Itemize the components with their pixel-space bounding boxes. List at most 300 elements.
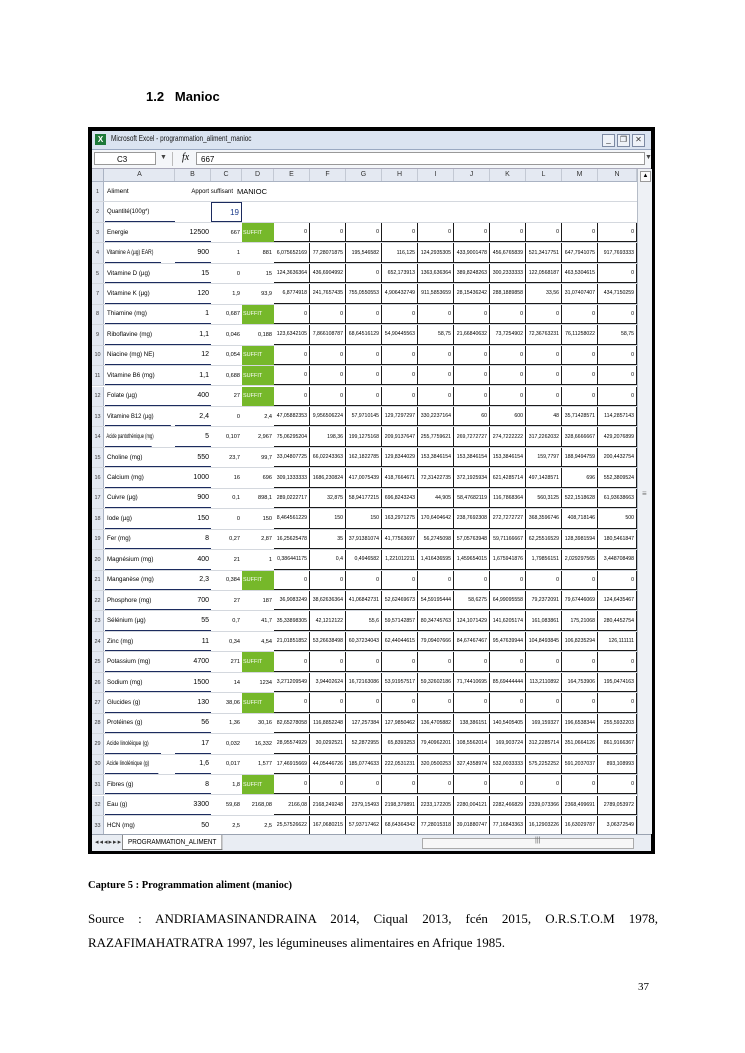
cell-value[interactable]: 138,386151 (454, 714, 490, 733)
row-number[interactable]: 7 (92, 284, 104, 303)
cell-food-amount[interactable]: 2,5 (232, 822, 240, 829)
cell-aliment-header[interactable]: Aliment (107, 188, 129, 196)
cell-value[interactable]: 0 (418, 346, 454, 365)
cell-value[interactable]: 44,05446726 (310, 755, 346, 774)
cell-value[interactable]: 37,91381074 (346, 530, 382, 549)
cell-value[interactable]: 0 (346, 223, 382, 242)
cell-value[interactable]: 0 (274, 571, 310, 590)
cell-value[interactable]: 0 (346, 346, 382, 365)
cell-value[interactable]: 41,77563697 (382, 530, 418, 549)
cell-apport-suffisant[interactable]: 8 (175, 775, 211, 794)
cell-value[interactable]: 0 (382, 366, 418, 385)
cell-nutrient-name[interactable]: Choline (mg) (105, 448, 175, 467)
cell-value[interactable]: 0 (310, 652, 346, 671)
cell-value[interactable]: 122,0568187 (526, 264, 562, 283)
formula-expand-icon[interactable]: ▼ (645, 154, 652, 161)
status-badge-suffit[interactable]: SUFFIT (242, 223, 274, 242)
status-badge-suffit[interactable]: SUFFIT (242, 305, 274, 324)
cell-apport-suffisant[interactable]: 1,1 (175, 366, 211, 385)
cell-value[interactable]: 73,7254902 (490, 325, 526, 344)
cell-value[interactable]: 272,7272727 (490, 509, 526, 528)
cell-value[interactable]: 57,9710145 (346, 407, 382, 426)
cell-value[interactable]: 552,3809524 (598, 468, 637, 487)
name-box[interactable]: C3 (94, 152, 156, 165)
cell-value[interactable]: 2368,499691 (562, 796, 598, 815)
cell-value[interactable]: 4,906432749 (382, 284, 418, 303)
cell-food-amount[interactable]: 1,9 (232, 290, 240, 297)
cell-value[interactable]: 0 (382, 775, 418, 794)
column-header[interactable]: E (274, 169, 310, 181)
cell-value[interactable]: 418,7664671 (382, 468, 418, 487)
cell-value[interactable]: 31,07407407 (562, 284, 598, 303)
cell-value[interactable]: 0 (598, 693, 637, 712)
cell-value[interactable]: 0 (454, 652, 490, 671)
cell-value[interactable]: 2280,004121 (454, 796, 490, 815)
cell-apport-suffisant[interactable]: 2,3 (175, 571, 211, 590)
cell-value[interactable]: 75,06295204 (274, 427, 310, 446)
cell-value[interactable]: 55,6 (346, 611, 382, 630)
cell-apport-suffisant[interactable]: 17 (175, 734, 211, 753)
cell-nutrient-name[interactable]: Sodium (mg) (105, 673, 175, 692)
cell-value[interactable]: 79,67446069 (562, 591, 598, 610)
cell-value[interactable]: 48 (526, 407, 562, 426)
cell-value[interactable]: 0 (382, 346, 418, 365)
cell-apport-suffisant[interactable]: 1500 (175, 673, 211, 692)
cell-value[interactable]: 0 (490, 571, 526, 590)
cell-value[interactable]: 417,0075439 (346, 468, 382, 487)
cell-value[interactable]: 2166,08 (274, 796, 310, 815)
cell-food-amount[interactable]: 21 (233, 556, 240, 563)
cell-value[interactable]: 0 (562, 775, 598, 794)
cell-value[interactable]: 0 (526, 693, 562, 712)
cell-value[interactable]: 0 (274, 346, 310, 365)
cell-food-amount[interactable]: 0 (236, 515, 240, 522)
cell-value[interactable]: 288,1889858 (490, 284, 526, 303)
cell-value[interactable]: 25,57526622 (274, 816, 310, 835)
cell-apport-suffisant[interactable]: 50 (175, 816, 211, 835)
cell-value[interactable]: 7,866108787 (310, 325, 346, 344)
cell-value[interactable]: 17,46915669 (274, 755, 310, 774)
scroll-up-icon[interactable]: ▲ (640, 171, 651, 182)
cell-value[interactable]: 195,0474163 (598, 673, 637, 692)
cell-value[interactable]: 0 (382, 652, 418, 671)
cell-value[interactable]: 116,7868364 (490, 489, 526, 508)
column-header[interactable]: C (211, 169, 242, 181)
cell-deficit[interactable]: 1,577 (258, 761, 272, 768)
cell-value[interactable]: 59,32602186 (418, 673, 454, 692)
cell-value[interactable]: 200,4432754 (598, 448, 637, 467)
cell-apport-suffisant[interactable]: 400 (175, 387, 211, 406)
cell-value[interactable]: 0 (346, 366, 382, 385)
cell-value[interactable]: 52,62469673 (382, 591, 418, 610)
cell-value[interactable]: 42,1212122 (310, 611, 346, 630)
cell-nutrient-name[interactable]: Iode (µg) (105, 509, 175, 528)
cell-value[interactable]: 52,2872955 (346, 734, 382, 753)
cell-value[interactable]: 188,9494759 (562, 448, 598, 467)
cell-value[interactable]: 0 (346, 305, 382, 324)
cell-value[interactable]: 57,05763948 (454, 530, 490, 549)
cell-value[interactable]: 79,2372091 (526, 591, 562, 610)
cell-value[interactable]: 0 (526, 775, 562, 794)
cell-value[interactable]: 150 (346, 509, 382, 528)
cell-quantity-input[interactable]: 19 (211, 202, 242, 221)
cell-value[interactable]: 129,8344029 (382, 448, 418, 467)
select-all-corner[interactable] (92, 169, 104, 181)
cell-apport-suffisant[interactable]: 1 (175, 305, 211, 324)
cell-value[interactable]: 0 (490, 305, 526, 324)
row-number[interactable]: 20 (92, 550, 104, 569)
cell-value[interactable]: 0 (418, 693, 454, 712)
row-number[interactable]: 30 (92, 755, 104, 774)
cell-value[interactable]: 0 (454, 223, 490, 242)
cell-apport-suffisant[interactable]: 5 (175, 427, 211, 446)
cell-value[interactable]: 0 (346, 652, 382, 671)
status-badge-suffit[interactable]: SUFFIT (242, 366, 274, 385)
cell-value[interactable]: 175,21068 (562, 611, 598, 630)
cell-value[interactable]: 330,2237164 (418, 407, 454, 426)
cell-deficit[interactable]: 2,5 (264, 822, 272, 829)
cell-value[interactable]: 1686,230824 (310, 468, 346, 487)
cell-value[interactable]: 2233,172205 (418, 796, 454, 815)
cell-value[interactable]: 196,6538344 (562, 714, 598, 733)
cell-value[interactable]: 255,5932203 (598, 714, 637, 733)
cell-value[interactable]: 79,40962201 (418, 734, 454, 753)
cell-value[interactable]: 2789,053972 (598, 796, 637, 815)
cell-value[interactable]: 0 (490, 387, 526, 406)
cell-apport-suffisant[interactable]: 12 (175, 346, 211, 365)
cell-value[interactable]: 0 (598, 264, 637, 283)
cell-value[interactable]: 113,2110892 (526, 673, 562, 692)
cell-nutrient-name[interactable]: Manganèse (mg) (105, 571, 175, 590)
cell-apport-suffisant[interactable]: 1000 (175, 468, 211, 487)
cell-value[interactable]: 153,3846154 (490, 448, 526, 467)
cell-value[interactable]: 162,1822785 (346, 448, 382, 467)
cell-value[interactable]: 429,2076899 (598, 427, 637, 446)
cell-food-amount[interactable]: 0,384 (226, 577, 240, 584)
cell-value[interactable]: 0 (454, 366, 490, 385)
cell-value[interactable]: 58,75 (418, 325, 454, 344)
cell-value[interactable]: 167,0680215 (310, 816, 346, 835)
row-number[interactable]: 24 (92, 632, 104, 651)
cell-value[interactable]: 39,01880747 (454, 816, 490, 835)
cell-apport-suffisant[interactable]: 56 (175, 714, 211, 733)
cell-deficit[interactable]: 898,1 (258, 495, 272, 502)
cell-value[interactable]: 60,37234043 (346, 632, 382, 651)
cell-food-amount[interactable]: 1 (236, 250, 240, 257)
cell-value[interactable]: 408,718146 (562, 509, 598, 528)
cell-deficit[interactable]: 41,7 (261, 618, 272, 625)
cell-food-amount[interactable]: 0,7 (232, 618, 240, 625)
cell-value[interactable]: 129,7297297 (382, 407, 418, 426)
cell-food-amount[interactable]: 0,032 (226, 740, 240, 747)
cell-value[interactable]: 0 (598, 305, 637, 324)
column-header[interactable]: N (598, 169, 637, 181)
cell-value[interactable]: 124,2935305 (418, 243, 454, 262)
restore-button[interactable]: ❐ (617, 134, 630, 147)
cell-value[interactable]: 169,159327 (526, 714, 562, 733)
cell-nutrient-name[interactable]: Fibres (g) (105, 775, 175, 794)
cell-value[interactable]: 0 (418, 571, 454, 590)
cell-value[interactable]: 0 (274, 366, 310, 385)
cell-value[interactable]: 0 (274, 387, 310, 406)
cell-nutrient-name[interactable]: Vitamine D (µg) (105, 264, 175, 283)
column-header[interactable]: G (346, 169, 382, 181)
row-number[interactable]: 17 (92, 489, 104, 508)
cell-value[interactable]: 436,6904992 (310, 264, 346, 283)
cell-food-amount[interactable]: 23,7 (229, 454, 240, 461)
cell-value[interactable]: 0 (346, 264, 382, 283)
cell-value[interactable]: 0 (598, 387, 637, 406)
cell-value[interactable]: 0 (310, 346, 346, 365)
cell-value[interactable]: 170,6404642 (418, 509, 454, 528)
cell-value[interactable]: 140,5405405 (490, 714, 526, 733)
cell-deficit[interactable]: 187 (262, 597, 272, 604)
cell-value[interactable]: 3,06372549 (598, 816, 637, 835)
cell-value[interactable]: 0 (310, 366, 346, 385)
cell-value[interactable]: 21,01851852 (274, 632, 310, 651)
cell-value[interactable]: 861,9166367 (598, 734, 637, 753)
cell-value[interactable]: 59,71166667 (490, 530, 526, 549)
cell-value[interactable]: 77,28015318 (418, 816, 454, 835)
cell-food-amount[interactable]: 0,046 (226, 331, 240, 338)
cell-nutrient-name[interactable]: Potassium (mg) (105, 652, 175, 671)
cell-value[interactable]: 8,464561229 (274, 509, 310, 528)
cell-food-amount[interactable]: 0,054 (226, 352, 240, 359)
cell-value[interactable]: 41,06842731 (346, 591, 382, 610)
cell-apport-suffisant[interactable]: 900 (175, 243, 211, 262)
row-number[interactable]: 23 (92, 611, 104, 630)
cell-nutrient-name[interactable]: Riboflavine (mg) (105, 325, 175, 344)
cell-apport-suffisant[interactable]: 550 (175, 448, 211, 467)
cell-value[interactable]: 2168,249248 (310, 796, 346, 815)
cell-value[interactable]: 0 (598, 346, 637, 365)
cell-apport-suffisant[interactable]: 55 (175, 611, 211, 630)
cell-value[interactable]: 0 (454, 346, 490, 365)
cell-value[interactable]: 1,459654015 (454, 550, 490, 569)
cell-value[interactable]: 351,0664126 (562, 734, 598, 753)
cell-nutrient-name[interactable]: Glucides (g) (105, 693, 175, 712)
cell-nutrient-name[interactable]: Vitamine A (µg) EAR) (105, 243, 161, 262)
cell-value[interactable]: 0 (418, 305, 454, 324)
cell-apport-suffisant[interactable]: 400 (175, 550, 211, 569)
cell-value[interactable]: 434,7150259 (598, 284, 637, 303)
cell-deficit[interactable]: 2,967 (258, 434, 272, 441)
cell-value[interactable]: 72,31422735 (418, 468, 454, 487)
cell-deficit[interactable]: 2168,08 (251, 802, 272, 809)
cell-value[interactable]: 0 (526, 366, 562, 385)
cell-value[interactable]: 0 (526, 305, 562, 324)
cell-nutrient-name[interactable]: HCN (mg) (105, 816, 175, 835)
cell-value[interactable]: 123,6342105 (274, 325, 310, 344)
cell-value[interactable]: 169,903724 (490, 734, 526, 753)
cell-value[interactable]: 0,4946582 (346, 550, 382, 569)
cell-food-amount[interactable]: 14 (233, 679, 240, 686)
row-number[interactable]: 26 (92, 673, 104, 692)
cell-value[interactable]: 153,3846154 (454, 448, 490, 467)
cell-value[interactable]: 289,0222717 (274, 489, 310, 508)
cell-value[interactable]: 0 (310, 571, 346, 590)
cell-value[interactable]: 0 (454, 693, 490, 712)
cell-value[interactable]: 35 (310, 530, 346, 549)
cell-food-amount[interactable]: 0,687 (226, 311, 240, 318)
cell-value[interactable]: 141,6205174 (490, 611, 526, 630)
cell-value[interactable]: 0 (526, 571, 562, 590)
row-number[interactable]: 22 (92, 591, 104, 610)
cell-value[interactable]: 0 (310, 223, 346, 242)
cell-value[interactable]: 241,7657435 (310, 284, 346, 303)
cell-food-amount[interactable]: 0,107 (226, 434, 240, 441)
cell-value[interactable]: 30,0292521 (310, 734, 346, 753)
cell-value[interactable]: 0 (346, 775, 382, 794)
row-number[interactable]: 33 (92, 816, 104, 835)
cell-value[interactable]: 591,2037037 (562, 755, 598, 774)
cell-value[interactable]: 3,94402624 (310, 673, 346, 692)
cell-value[interactable]: 0 (526, 223, 562, 242)
formula-input[interactable]: 667 (196, 152, 645, 165)
name-box-dropdown-icon[interactable]: ▼ (160, 154, 167, 161)
cell-value[interactable]: 238,7692308 (454, 509, 490, 528)
cell-value[interactable]: 124,6435467 (598, 591, 637, 610)
cell-apport-suffisant[interactable]: 120 (175, 284, 211, 303)
cell-value[interactable]: 0 (310, 387, 346, 406)
cell-value[interactable]: 0 (346, 571, 382, 590)
cell-food-amount[interactable]: 27 (233, 597, 240, 604)
cell-deficit[interactable]: 0,188 (258, 331, 272, 338)
cell-value[interactable]: 180,5461847 (598, 530, 637, 549)
cell-food-amount[interactable]: 38,06 (226, 699, 240, 706)
row-number[interactable]: 1 (92, 182, 104, 201)
cell-value[interactable]: 128,3981594 (562, 530, 598, 549)
cell-apport-header[interactable]: Apport suffisant (191, 188, 233, 195)
cell-value[interactable]: 0 (274, 775, 310, 794)
cell-value[interactable]: 1363,636364 (418, 264, 454, 283)
cell-value[interactable]: 0 (526, 652, 562, 671)
cell-deficit[interactable]: 99,7 (261, 454, 272, 461)
cell-value[interactable]: 0 (598, 223, 637, 242)
column-header[interactable]: H (382, 169, 418, 181)
cell-value[interactable]: 16,25625478 (274, 530, 310, 549)
cell-value[interactable]: 0 (490, 652, 526, 671)
cell-nutrient-name[interactable]: Folate (µg) (105, 387, 175, 406)
sheet-tab-programmation[interactable]: PROGRAMMATION_ALIMENT (122, 835, 222, 850)
cell-value[interactable]: 16,12903226 (526, 816, 562, 835)
cell-value[interactable]: 0 (562, 693, 598, 712)
cell-value[interactable]: 3,271209549 (274, 673, 310, 692)
cell-value[interactable]: 77,28071875 (310, 243, 346, 262)
cell-value[interactable]: 163,2971275 (382, 509, 418, 528)
cell-value[interactable]: 6,8774918 (274, 284, 310, 303)
cell-value[interactable]: 150 (310, 509, 346, 528)
cell-value[interactable]: 0 (274, 693, 310, 712)
cell-food-amount[interactable]: 1,8 (232, 781, 240, 788)
cell-value[interactable]: 312,2285714 (526, 734, 562, 753)
minimize-button[interactable]: _ (602, 134, 615, 147)
cell-value[interactable]: 161,083861 (526, 611, 562, 630)
cell-apport-suffisant[interactable]: 12500 (175, 223, 211, 242)
cell-deficit[interactable]: 2,87 (261, 536, 272, 543)
cell-value[interactable]: 116,125 (382, 243, 418, 262)
cell-nutrient-name[interactable]: Cuivre (µg) (105, 489, 175, 508)
cell-value[interactable]: 1,79856151 (526, 550, 562, 569)
cell-deficit[interactable]: 696 (262, 475, 272, 482)
cell-deficit[interactable]: 150 (262, 515, 272, 522)
row-number[interactable]: 12 (92, 387, 104, 406)
cell-nutrient-name[interactable]: Acide pantothénique (mg) (105, 427, 152, 446)
cell-value[interactable]: 127,257384 (346, 714, 382, 733)
cell-value[interactable]: 0 (418, 775, 454, 794)
cell-value[interactable]: 16,63029787 (562, 816, 598, 835)
cell-nutrient-name[interactable]: Acide linoléique (g) (105, 734, 161, 753)
cell-value[interactable]: 327,4358974 (454, 755, 490, 774)
cell-food-amount[interactable]: 0,34 (229, 638, 240, 645)
cell-value[interactable]: 532,0033333 (490, 755, 526, 774)
cell-value[interactable]: 456,6765839 (490, 243, 526, 262)
cell-value[interactable]: 199,1275168 (346, 427, 382, 446)
close-button[interactable]: ✕ (632, 134, 645, 147)
cell-value[interactable]: 0 (454, 775, 490, 794)
status-badge-suffit[interactable]: SUFFIT (242, 387, 274, 406)
cell-deficit[interactable]: 4,54 (261, 638, 272, 645)
cell-value[interactable]: 0 (418, 387, 454, 406)
cell-nutrient-name[interactable]: Vitamine B12 (µg) (105, 407, 171, 426)
cell-value[interactable]: 28,15436242 (454, 284, 490, 303)
cell-deficit[interactable]: 93,9 (261, 290, 272, 297)
row-number[interactable]: 9 (92, 325, 104, 344)
cell-nutrient-name[interactable]: Zinc (mg) (105, 632, 175, 651)
cell-value[interactable]: 0 (490, 366, 526, 385)
cell-value[interactable]: 0,4 (310, 550, 346, 569)
cell-value[interactable]: 164,753906 (562, 673, 598, 692)
status-badge-suffit[interactable]: SUFFIT (242, 693, 274, 712)
row-number[interactable]: 31 (92, 775, 104, 794)
cell-apport-suffisant[interactable]: 700 (175, 591, 211, 610)
cell-value[interactable]: 0 (274, 223, 310, 242)
cell-value[interactable]: 0 (562, 346, 598, 365)
cell-value[interactable]: 54,90445563 (382, 325, 418, 344)
cell-value[interactable]: 38,62636364 (310, 591, 346, 610)
cell-food-amount[interactable]: 0,27 (229, 536, 240, 543)
cell-value[interactable]: 0 (382, 571, 418, 590)
cell-value[interactable]: 21,66840632 (454, 325, 490, 344)
status-badge-suffit[interactable]: SUFFIT (242, 571, 274, 590)
cell-value[interactable]: 0 (382, 387, 418, 406)
cell-value[interactable]: 71,74410695 (454, 673, 490, 692)
cell-value[interactable]: 68,64516129 (346, 325, 382, 344)
cell-value[interactable]: 0 (562, 387, 598, 406)
cell-deficit[interactable]: 30,16 (258, 720, 272, 727)
cell-value[interactable]: 368,3596746 (526, 509, 562, 528)
cell-food-amount[interactable]: 27 (233, 393, 240, 400)
row-number[interactable]: 5 (92, 264, 104, 283)
cell-value[interactable]: 433,9001478 (454, 243, 490, 262)
cell-value[interactable]: 389,8248263 (454, 264, 490, 283)
row-number[interactable]: 11 (92, 366, 104, 385)
scroll-grip-icon[interactable]: ≡ (642, 489, 647, 498)
cell-value[interactable]: 0 (598, 775, 637, 794)
row-number[interactable]: 21 (92, 571, 104, 590)
cell-food-amount[interactable]: 16 (233, 475, 240, 482)
cell-value[interactable]: 64,99095558 (490, 591, 526, 610)
column-header[interactable]: A (105, 169, 175, 181)
cell-value[interactable]: 58,75 (598, 325, 637, 344)
cell-value[interactable]: 0 (562, 652, 598, 671)
column-header[interactable]: M (562, 169, 598, 181)
cell-value[interactable]: 35,33898305 (274, 611, 310, 630)
cell-value[interactable]: 328,6666667 (562, 427, 598, 446)
cell-value[interactable]: 500 (598, 509, 637, 528)
cell-deficit[interactable]: 15 (265, 270, 272, 277)
cell-value[interactable]: 60 (454, 407, 490, 426)
